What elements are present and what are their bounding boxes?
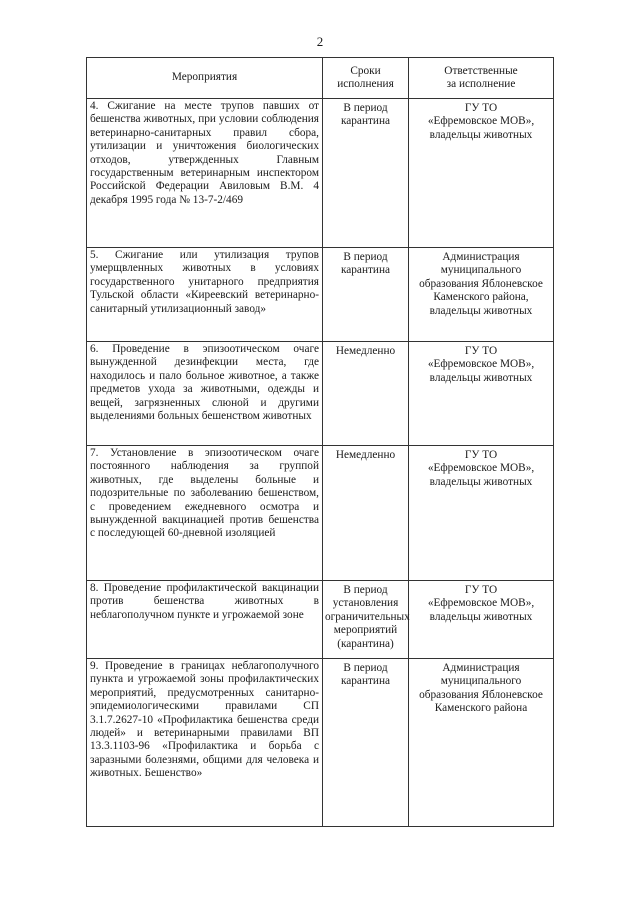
term-cell: В период установления ограничительных мероприятий (карантина)	[323, 581, 409, 659]
responsible-cell: ГУ ТО «Ефремовское МОВ», владельцы животных	[409, 581, 554, 659]
header-terms: Сроки исполнения	[323, 58, 409, 99]
table-row	[87, 581, 554, 659]
term-cell: Немедленно	[323, 446, 409, 581]
header-responsible: Ответственные за исполнение	[409, 58, 554, 99]
term-cell: В период карантина	[323, 659, 409, 827]
table-row	[87, 446, 554, 581]
table-row	[87, 342, 554, 446]
table-row	[87, 659, 554, 827]
table-row	[87, 248, 554, 342]
responsible-cell: ГУ ТО «Ефремовское МОВ», владельцы животных	[409, 99, 554, 248]
measure-cell: 9. Проведение в границах неблагополучного пункта и угрожаемой зоны профилактических мероприятий, предусмотренных санитарно-эпидемиологическими правилами СП 3.1.7.2627-10 «Профилактика бешенства среди людей» и ветеринарными правилами ВП 13.3.1103-96 «Профилактика и борьба с заразными болезнями, общими для человека и животных. Бешенство»	[87, 659, 323, 827]
measure-cell: 8. Проведение профилактической вакцинации против бешенства животных в неблагополучном пункте и угрожаемой зоне	[87, 581, 323, 659]
page-number: 2	[316, 34, 324, 49]
term-cell: В период карантина	[323, 248, 409, 342]
measures-table	[86, 57, 554, 827]
responsible-cell: ГУ ТО «Ефремовское МОВ», владельцы животных	[409, 342, 554, 446]
table-header-row	[87, 58, 554, 99]
header-measures: Мероприятия	[87, 58, 323, 99]
measure-cell: 7. Установление в эпизоотическом очаге постоянного наблюдения за группой животных, где выделены больные и подозрительные по заболеванию бешенством, с проведением ежедневного осмотра и вынужденной вакцинацией против бешенства с последующей 60-дневной изоляцией	[87, 446, 323, 581]
measure-cell: 6. Проведение в эпизоотическом очаге вынужденной дезинфекции места, где находилось и пало больное животное, а также предметов ухода за животными, одежды и вещей, загрязненных слюной и другими выделениями больных бешенством животных	[87, 342, 323, 446]
measure-cell: 4. Сжигание на месте трупов павших от бешенства животных, при условии соблюдения ветеринарно-санитарных правил сбора, утилизации и уничтожения биологических отходов, утвержденных Главным государственным ветеринарным инспектором Российской Федерации Авиловым В.М. 4 декабря 1995 года № 13-7-2/469	[87, 99, 323, 248]
responsible-cell: Администрация муниципального образования Яблоневское Каменского района	[409, 659, 554, 827]
responsible-cell: ГУ ТО «Ефремовское МОВ», владельцы животных	[409, 446, 554, 581]
measure-cell: 5. Сжигание или утилизация трупов умерщвленных животных в условиях государственного унитарного предприятия Тульской области «Киреевский ветеринарно-санитарный утилизационный завод»	[87, 248, 323, 342]
responsible-cell: Администрация муниципального образования Яблоневское Каменского района, владельцы животных	[409, 248, 554, 342]
term-cell: В период карантина	[323, 99, 409, 248]
table-row	[87, 99, 554, 248]
term-cell: Немедленно	[323, 342, 409, 446]
